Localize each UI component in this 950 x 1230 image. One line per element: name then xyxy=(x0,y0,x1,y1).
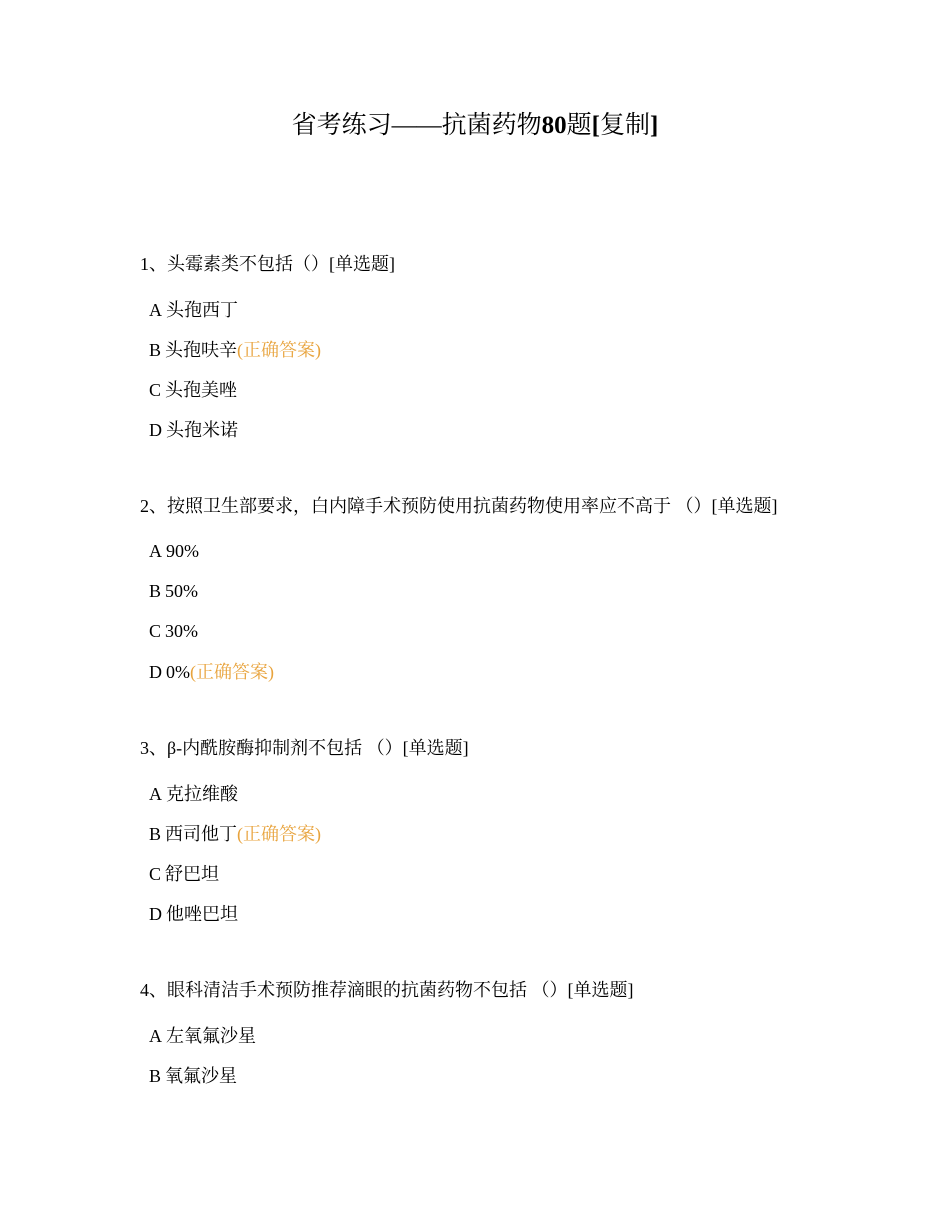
option-letter: C xyxy=(149,380,162,400)
option-c[interactable] xyxy=(149,377,237,403)
option-letter: D xyxy=(149,904,162,924)
correct-answer-mark: (正确答案) xyxy=(237,824,322,844)
option-letter: B xyxy=(149,1066,162,1086)
option-d[interactable] xyxy=(149,659,274,685)
question-stem: 4、眼科清洁手术预防推荐滴眼的抗菌药物不包括 （）[单选题] xyxy=(140,980,634,1000)
option-d[interactable] xyxy=(149,417,238,443)
option-text: 30% xyxy=(165,621,199,641)
option-text: 氧氟沙星 xyxy=(165,1066,238,1086)
option-a[interactable] xyxy=(149,781,238,807)
option-letter: A xyxy=(149,1026,162,1046)
option-letter: C xyxy=(149,864,162,884)
option-text: 舒巴坦 xyxy=(165,864,220,884)
option-text: 50% xyxy=(165,581,199,601)
option-letter: B xyxy=(149,581,162,601)
title-copy: 复制 xyxy=(600,112,651,139)
option-text: 头孢呋辛 xyxy=(165,340,238,360)
option-a[interactable] xyxy=(149,1023,256,1049)
option-letter: B xyxy=(149,824,162,844)
option-letter: A xyxy=(149,541,162,561)
option-text: 头孢米诺 xyxy=(166,420,238,440)
title-unit: 题 xyxy=(566,112,592,139)
option-text: 头孢美唑 xyxy=(165,380,238,400)
option-text: 左氧氟沙星 xyxy=(166,1026,256,1046)
question-stem: 2、按照卫生部要求，白内障手术预防使用抗菌药物使用率应不高于 （）[单选题] xyxy=(140,496,778,516)
option-letter: C xyxy=(149,621,162,641)
title-bracket-close: ] xyxy=(650,112,659,139)
option-text: 西司他丁 xyxy=(165,824,238,844)
option-letter: A xyxy=(149,300,162,320)
option-b[interactable] xyxy=(149,578,198,604)
title-count: 80 xyxy=(541,112,567,139)
option-letter: B xyxy=(149,340,162,360)
question-stem: 1、头霉素类不包括（）[单选题] xyxy=(140,254,395,274)
option-text: 90% xyxy=(166,541,199,561)
option-a[interactable] xyxy=(149,297,238,323)
option-text: 0% xyxy=(166,662,190,682)
title-bracket-open: [ xyxy=(591,112,600,139)
correct-answer-mark: (正确答案) xyxy=(237,340,322,360)
option-d[interactable] xyxy=(149,901,238,927)
option-text: 头孢西丁 xyxy=(166,300,238,320)
option-a[interactable] xyxy=(149,538,199,564)
option-letter: D xyxy=(149,662,162,682)
option-text: 克拉维酸 xyxy=(166,784,238,804)
page-title xyxy=(0,108,950,144)
title-text: 省考练习——抗菌药物 xyxy=(291,112,542,139)
option-b[interactable] xyxy=(149,1063,237,1089)
correct-answer-mark: (正确答案) xyxy=(190,662,274,682)
option-letter: D xyxy=(149,420,162,440)
option-letter: A xyxy=(149,784,162,804)
option-text: 他唑巴坦 xyxy=(166,904,238,924)
option-b[interactable] xyxy=(149,821,321,847)
option-b[interactable] xyxy=(149,337,321,363)
option-c[interactable] xyxy=(149,861,219,887)
question-stem: 3、β-内酰胺酶抑制剂不包括 （）[单选题] xyxy=(140,738,469,758)
option-c[interactable] xyxy=(149,618,198,644)
